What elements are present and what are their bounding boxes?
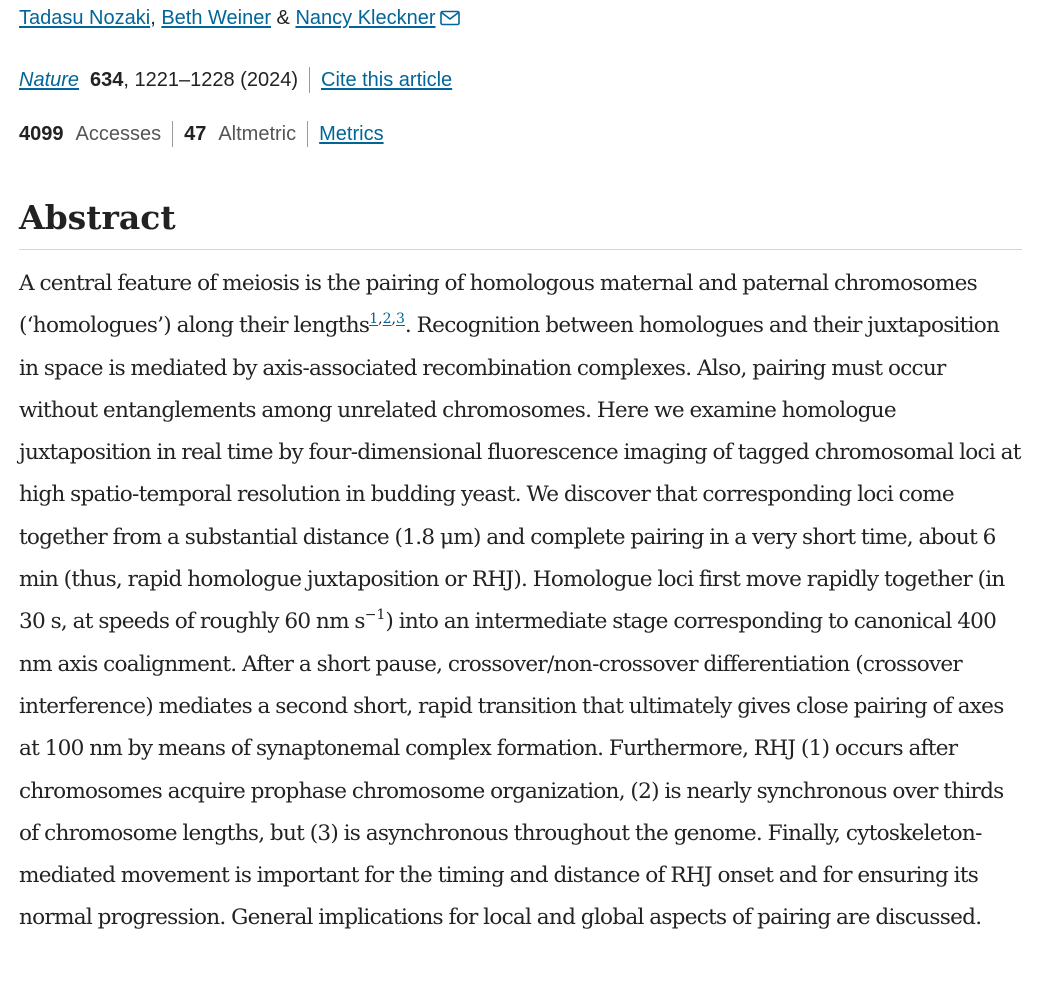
author-separator: , <box>150 7 162 29</box>
altmetric-label: Altmetric <box>218 123 297 145</box>
journal-volume: 634 <box>90 69 124 91</box>
section-divider <box>19 249 1022 250</box>
abstract-text-part-1: A central feature of meiosis is the pairing of homologous maternal and paternal chromosomes (‘homologues’) along their lengths <box>19 271 978 339</box>
unit-exponent: −1 <box>364 607 386 624</box>
journal-link[interactable]: Nature <box>19 69 80 91</box>
reference-link-1[interactable]: 1 <box>369 311 379 328</box>
accesses-count: 4099 <box>19 123 64 145</box>
abstract-heading: Abstract <box>19 198 176 237</box>
reference-link-3[interactable]: 3 <box>396 311 405 328</box>
altmetric-count: 47 <box>184 123 207 145</box>
citation-divider <box>309 67 310 93</box>
author-separator: & <box>271 7 296 29</box>
metrics-divider <box>172 121 173 147</box>
metrics-divider <box>307 121 308 147</box>
envelope-icon[interactable] <box>440 6 460 22</box>
reference-separator: , <box>391 311 396 328</box>
reference-separator: , <box>378 311 383 328</box>
abstract-text-part-2: . Recognition between homologues and their juxtaposition in space is mediated by axis-associated recombination complexes. Also, pairing must occur without entanglements among unrelated chromosomes. Here we examine homologue juxtaposition in real time by four-dimensional fluorescence imaging of tagged chromosomal loci at high spatio-temporal resolution in budding yeast. We discover that corresponding loci come together from a substantial distance (1.8 μm) and complete pairing in a very short time, about 6 min (thus, rapid homologue juxtaposition or RHJ). Homologue loci first move rapidly together (in 30 s, at speeds of roughly 60 nm s <box>19 313 1021 635</box>
reference-link-2[interactable]: 2 <box>382 311 392 328</box>
article-metrics <box>19 120 384 148</box>
author-link-kleckner[interactable]: Nancy Kleckner <box>295 7 436 29</box>
accesses-label: Accesses <box>75 123 162 145</box>
citation-line <box>19 66 452 94</box>
reference-list <box>369 311 405 327</box>
abstract-text-part-3: ) into an intermediate stage corresponding to canonical 400 nm axis coalignment. After a short pause, crossover/non-crossover differentiation (crossover interference) mediates a second short, rapid transition that ultimately gives close pairing of axes at 100 nm by means of synaptonemal complex formation. Furthermore, RHJ (1) occurs after chromosomes acquire prophase chromosome organization, (2) is nearly synchronous over thirds of chromosome lengths, but (3) is asynchronous throughout the genome. Finally, cytoskeleton-mediated movement is important for the timing and distance of RHJ onset and for ensuring its normal progression. General implications for local and global aspects of pairing are discussed. <box>19 609 1004 931</box>
metrics-link[interactable]: Metrics <box>319 123 384 145</box>
author-link-nozaki[interactable]: Tadasu Nozaki <box>19 7 151 29</box>
cite-this-article-link[interactable]: Cite this article <box>321 69 453 91</box>
author-link-weiner[interactable]: Beth Weiner <box>161 7 271 29</box>
abstract-body <box>19 263 1022 940</box>
journal-pages-year: , 1221–1228 (2024) <box>123 69 298 91</box>
author-list <box>19 4 460 32</box>
